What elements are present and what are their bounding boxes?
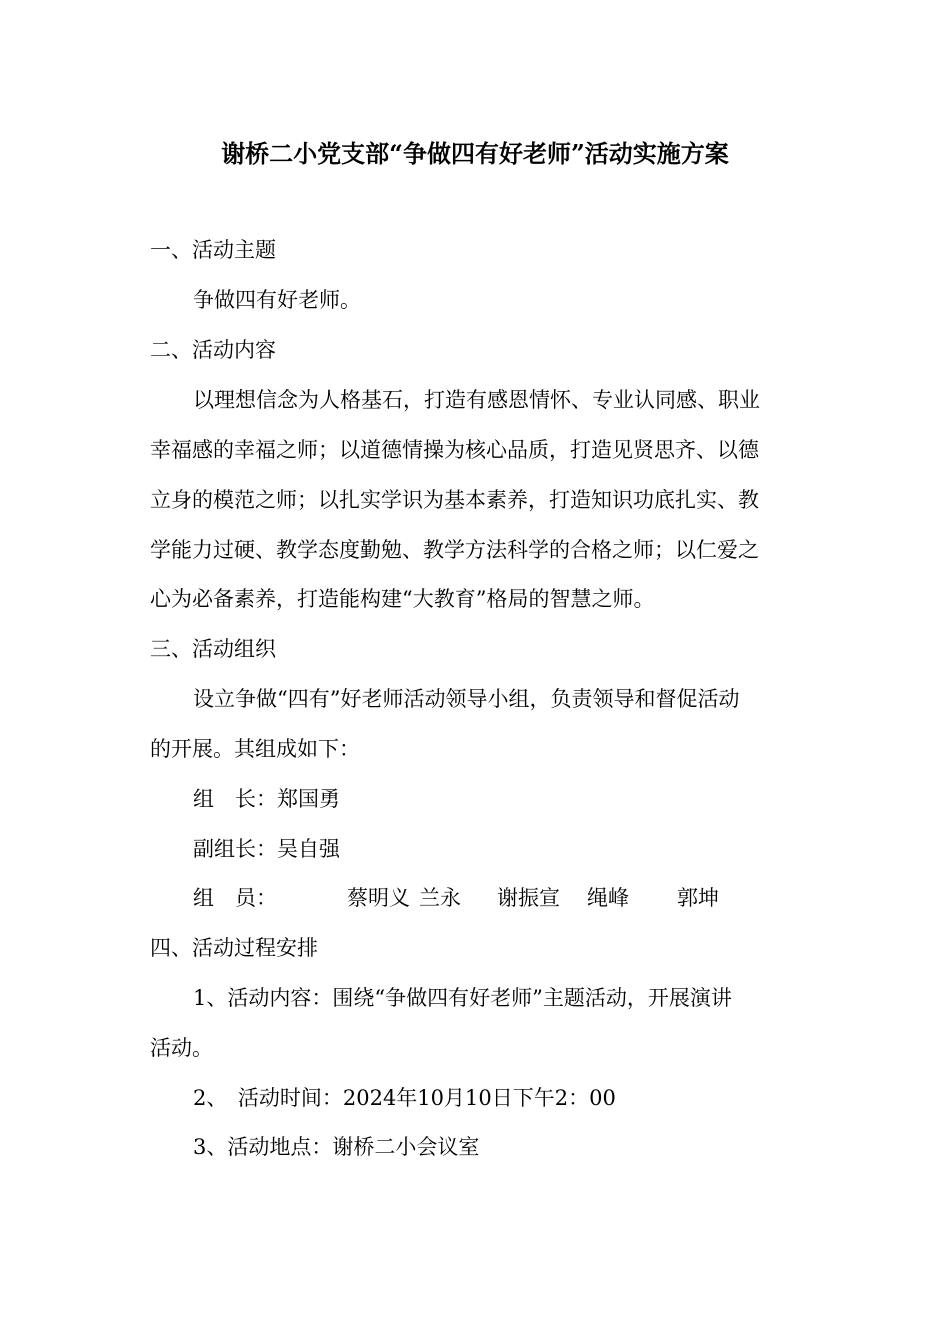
section-paragraph-line: 设立争做“四有”好老师活动领导小组，负责领导和督促活动 [193, 687, 740, 711]
schedule-item-line: 3、活动地点：谢桥二小会议室 [193, 1135, 480, 1159]
section-heading-organization: 三、活动组织 [150, 637, 276, 661]
section-heading-theme: 一、活动主题 [150, 238, 276, 262]
group-members [193, 881, 719, 915]
group-deputy-leader: 副组长：吴自强 [193, 837, 340, 861]
section-paragraph-line: 争做四有好老师。 [193, 288, 361, 312]
group-leader: 组 长：郑国勇 [193, 787, 340, 811]
section-paragraph-line: 的开展。其组成如下： [150, 737, 360, 761]
schedule-item-line: 2、 活动时间：2024年10月10日下午2：00 [193, 1086, 616, 1110]
section-paragraph-line: 学能力过硬、教学态度勤勉、教学方法科学的合格之师；以仁爱之 [150, 538, 759, 562]
document-title: 谢桥二小党支部“争做四有好老师”活动实施方案 [221, 139, 729, 168]
section-paragraph-line: 立身的模范之师；以扎实学识为基本素养，打造知识功底扎实、教 [150, 488, 759, 512]
section-heading-schedule: 四、活动过程安排 [150, 936, 318, 960]
group-member: 兰永 [419, 886, 461, 910]
section-paragraph-line: 幸福感的幸福之师；以道德情操为核心品质，打造见贤思齐、以德 [150, 438, 759, 462]
group-member: 绳峰 [587, 886, 629, 910]
schedule-item-line: 1、活动内容：围绕“争做四有好老师”主题活动，开展演讲 [193, 986, 732, 1010]
section-paragraph-line: 心为必备素养，打造能构建“大教育”格局的智慧之师。 [150, 587, 655, 611]
group-member: 郭坤 [677, 886, 719, 910]
group-members-label: 组 员： [193, 886, 277, 910]
schedule-item-line: 活动。 [150, 1036, 213, 1060]
section-heading-content: 二、活动内容 [150, 338, 276, 362]
section-paragraph-line: 以理想信念为人格基石，打造有感恩情怀、专业认同感、职业 [193, 388, 760, 412]
group-member: 蔡明义 [347, 886, 410, 910]
group-member: 谢振宣 [497, 886, 560, 910]
